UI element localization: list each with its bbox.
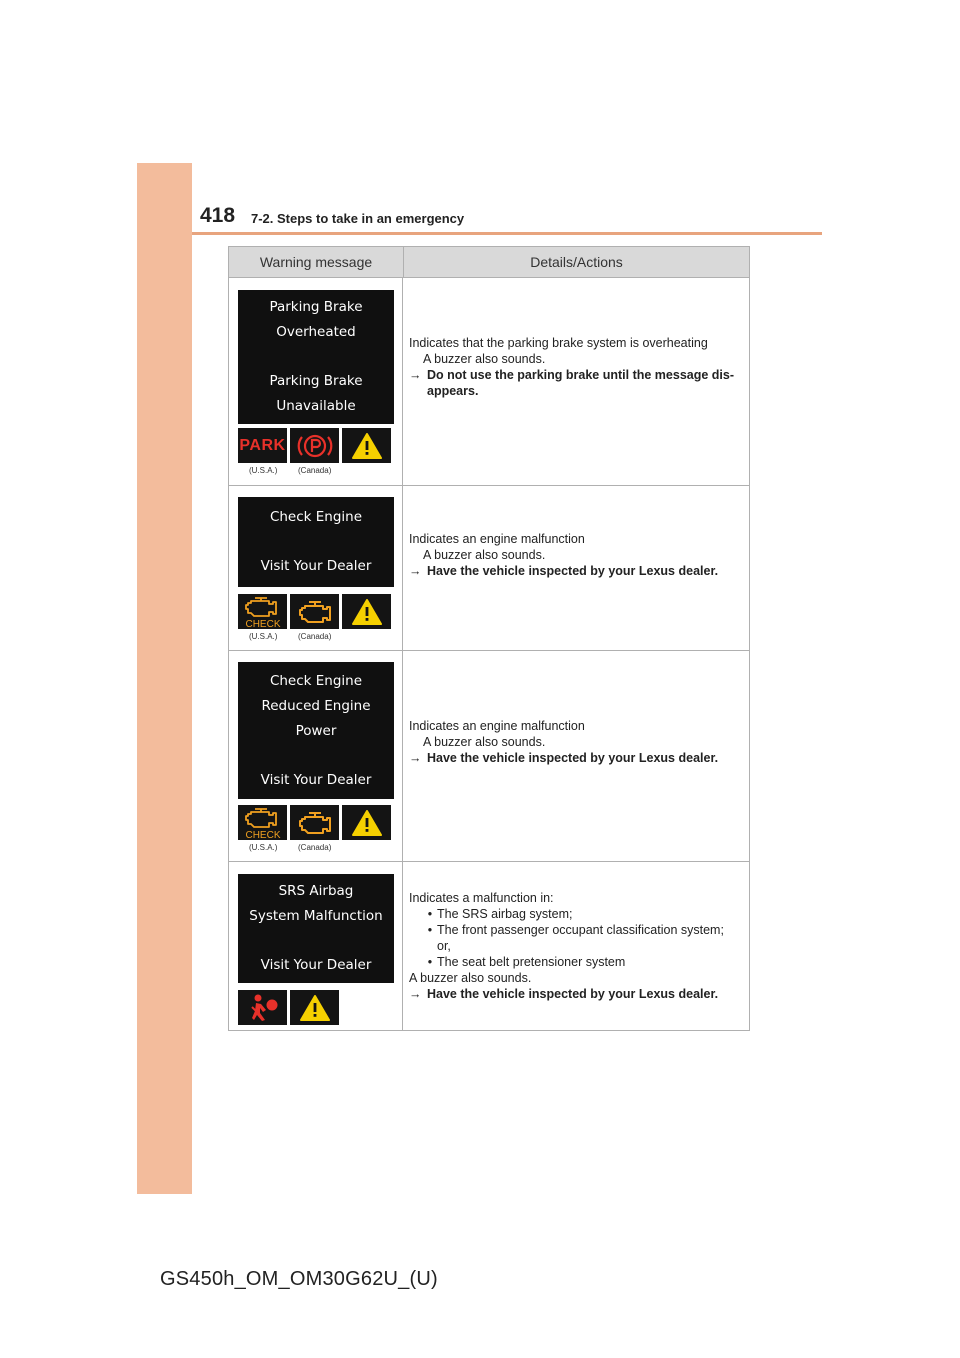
screen-line: Overheated xyxy=(276,324,356,340)
screen-line: Visit Your Dealer xyxy=(260,957,372,973)
caption-usa: (U.S.A.) xyxy=(249,466,278,475)
bullet-continuation: or, xyxy=(437,939,451,953)
indicator-icons xyxy=(238,594,391,629)
details-cell xyxy=(403,651,749,861)
details-cell xyxy=(403,278,749,485)
details-text: Indicates a malfunction in: xyxy=(409,891,554,905)
document-footer-code: GS450h_OM_OM30G62U_(U) xyxy=(160,1268,438,1290)
bullet-mark: • xyxy=(427,907,433,921)
screen-gap xyxy=(238,345,394,369)
action-text: Have the vehicle inspected by your Lexus dealer. xyxy=(427,564,719,578)
buzzer-text: A buzzer also sounds. xyxy=(409,971,532,985)
check-engine-icon xyxy=(238,594,287,629)
arrow-icon: → xyxy=(409,367,422,382)
screen-line: Check Engine xyxy=(269,672,363,689)
airbag-icon xyxy=(238,990,287,1025)
column-header-details: Details/Actions xyxy=(530,254,623,270)
list-item xyxy=(409,954,743,970)
list-item xyxy=(409,906,743,922)
warning-triangle-icon xyxy=(342,428,391,463)
indicator-icons xyxy=(238,428,391,463)
action-line xyxy=(409,750,743,766)
indicator-icons xyxy=(238,990,339,1025)
warning-triangle-icon xyxy=(342,594,391,629)
park-label: PARK xyxy=(239,436,286,454)
chapter-sidebar-tab xyxy=(137,163,192,1194)
caption-usa: (U.S.A.) xyxy=(249,843,278,852)
screen-gap xyxy=(238,744,394,768)
display-screen xyxy=(238,290,394,424)
column-header-warning: Warning message xyxy=(229,247,404,277)
warning-message-cell xyxy=(229,278,403,485)
section-title: 7-2. Steps to take in an emergency xyxy=(251,211,465,226)
details-text: Indicates an engine malfunction xyxy=(409,532,585,546)
screen-line: Parking Brake xyxy=(269,299,363,315)
arrow-icon: → xyxy=(409,564,422,578)
details-cell xyxy=(403,486,749,650)
table-header xyxy=(229,247,749,278)
parking-brake-icon xyxy=(290,428,339,463)
action-line xyxy=(409,986,743,1002)
arrow-icon: → xyxy=(409,751,422,765)
caption-usa: (U.S.A.) xyxy=(249,632,278,641)
action-text-continued: appears. xyxy=(427,383,479,398)
buzzer-text: A buzzer also sounds. xyxy=(423,548,546,562)
warning-triangle-icon xyxy=(290,990,339,1025)
screen-line: Unavailable xyxy=(276,398,356,414)
action-text: Do not use the parking brake until the message dis- xyxy=(427,367,735,382)
display-screen xyxy=(238,662,394,799)
buzzer-text: A buzzer also sounds. xyxy=(423,351,546,366)
bullet-text: The SRS airbag system; xyxy=(437,907,573,921)
bullet-mark: • xyxy=(427,955,433,969)
arrow-icon: → xyxy=(409,987,422,1001)
display-screen xyxy=(238,874,394,983)
table-row xyxy=(229,486,749,651)
header-rule xyxy=(192,232,822,235)
warning-message-cell xyxy=(229,486,403,650)
screen-line: SRS Airbag xyxy=(278,883,354,899)
bullet-text: The front passenger occupant classification system; xyxy=(437,923,724,937)
page-number: 418 xyxy=(200,204,236,227)
display-screen xyxy=(238,497,394,587)
caption-canada: (Canada) xyxy=(298,466,332,475)
details-text: Indicates an engine malfunction xyxy=(409,719,585,733)
action-line xyxy=(409,563,743,579)
action-text: Have the vehicle inspected by your Lexus dealer. xyxy=(427,987,719,1001)
screen-line: System Malfunction xyxy=(249,908,383,924)
check-label: CHECK xyxy=(244,829,281,840)
list-item xyxy=(409,922,743,938)
action-text: Have the vehicle inspected by your Lexus dealer. xyxy=(427,751,719,765)
park-indicator-icon xyxy=(238,428,287,463)
warning-message-table xyxy=(228,246,750,1031)
screen-line: Check Engine xyxy=(269,509,363,525)
warning-message-cell xyxy=(229,862,403,1030)
caption-canada: (Canada) xyxy=(298,843,332,852)
screen-gap xyxy=(238,530,394,554)
table-row xyxy=(229,862,749,1030)
engine-icon xyxy=(290,594,339,629)
screen-line: Power xyxy=(295,722,337,739)
warning-triangle-icon xyxy=(342,805,391,840)
action-line xyxy=(409,367,743,383)
table-row xyxy=(229,651,749,862)
bullet-text: The seat belt pretensioner system xyxy=(437,955,626,969)
details-text: Indicates that the parking brake system is overheating xyxy=(409,335,708,350)
screen-gap xyxy=(238,929,394,953)
screen-line: Visit Your Dealer xyxy=(260,771,372,788)
warning-message-cell xyxy=(229,651,403,861)
table-row xyxy=(229,278,749,486)
screen-line: Parking Brake xyxy=(269,373,363,389)
engine-icon xyxy=(290,805,339,840)
check-engine-icon xyxy=(238,805,287,840)
indicator-icons xyxy=(238,805,391,840)
check-label: CHECK xyxy=(244,618,281,629)
buzzer-text: A buzzer also sounds. xyxy=(423,735,546,749)
bullet-mark: • xyxy=(427,923,433,937)
screen-line: Reduced Engine xyxy=(261,697,371,714)
caption-canada: (Canada) xyxy=(298,632,332,641)
screen-line: Visit Your Dealer xyxy=(260,558,372,574)
details-cell xyxy=(403,862,749,1030)
